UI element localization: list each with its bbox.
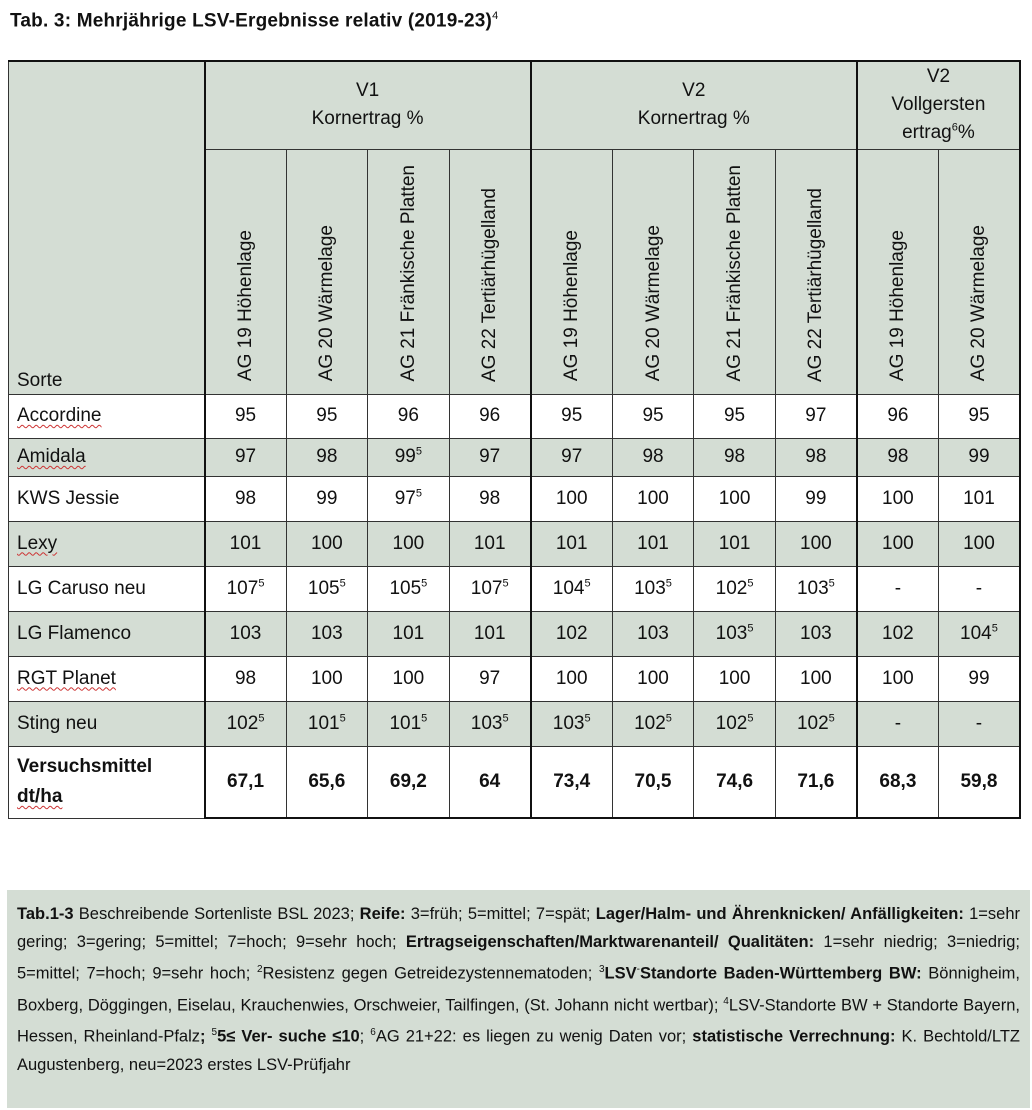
value: 102 [634,712,666,734]
variety-name-cell [9,701,205,746]
value-cell [368,701,450,746]
variety-name: Amidala [17,446,86,467]
value-cell [775,476,857,521]
table-title [10,10,498,32]
value: 98 [234,487,257,509]
footnote-marker: 5 [747,577,754,590]
value: 101 [229,532,262,554]
value-cell [775,701,857,746]
value: 102 [882,622,914,644]
note-lsv-sup: - [636,964,640,975]
variety-name-cell [9,521,205,566]
value-cell [612,438,694,476]
column-header-label: AG 19 Höhenlage [235,230,257,382]
value: 105 [307,577,340,599]
value-cell [694,701,776,746]
value: 98 [805,446,827,467]
table-row [9,566,1021,611]
value: 101 [473,532,506,554]
value-cell [531,656,613,701]
table-row [9,394,1021,438]
value: 103 [800,622,832,644]
value: 95 [561,405,583,426]
note-fn2: 2 [256,964,263,975]
value: 100 [882,532,914,554]
note-fn5: 5 [211,1027,218,1038]
note-reife-label: Reife: [359,905,406,923]
value: 99 [805,487,827,509]
value-cell [205,566,287,611]
mean-value-cell [205,746,287,818]
value: 101 [637,532,669,554]
footnote-marker: 5 [665,577,672,590]
note-ref: Tab.1-3 [17,905,74,923]
mean-value-cell [531,746,613,818]
value-cell [938,521,1020,566]
value: 100 [555,667,588,689]
value-cell [612,394,694,438]
value: 103 [552,712,585,734]
value-cell [612,521,694,566]
footnote-marker: 5 [665,712,672,725]
column-header-label: AG 20 Wärmelage [968,225,990,382]
value: 95 [968,405,990,426]
group-header-v1 [205,61,531,149]
value: 105 [389,577,422,599]
value: 102 [226,712,259,734]
value-cell [286,394,368,438]
variety-name: LG Flamenco [17,622,132,644]
value: 101 [718,532,751,554]
mean-value-cell [857,746,939,818]
value-cell [286,521,368,566]
value: 95 [234,405,257,426]
value-cell [857,656,939,701]
sorte-header: Sorte [17,369,63,391]
value-cell [612,566,694,611]
value: 102 [715,577,748,599]
value: 97 [479,446,501,467]
value-cell [938,394,1020,438]
variety-name-cell [9,611,205,656]
value: 100 [310,667,343,689]
value-cell [368,476,450,521]
column-header-2 [286,149,368,394]
value-cell [449,656,531,701]
footnote-marker: 5 [421,712,428,725]
value-cell [205,701,287,746]
value-cell [694,438,776,476]
value-cell [938,438,1020,476]
value: 100 [637,667,669,689]
mean-value: 73,4 [553,770,591,792]
value: 96 [397,405,419,426]
value-cell [368,521,450,566]
sorte-header-cell [9,61,205,394]
mean-value-cell [694,746,776,818]
value-cell [612,476,694,521]
value: 97 [234,446,257,467]
footnote-marker: 5 [502,712,509,725]
value: 100 [882,667,914,689]
footnote-marker: 5 [584,712,591,725]
value: 101 [389,712,422,734]
value: 99 [316,487,338,509]
value: - [975,712,983,734]
value: 100 [637,487,669,509]
value: 97 [805,405,827,426]
mean-label-line2: dt/ha [17,786,63,807]
group-header-vg-line1: V2 [926,66,951,88]
footnote-marker: 5 [258,577,265,590]
column-header-6 [612,149,694,394]
value-cell [694,521,776,566]
value-cell [205,611,287,656]
column-header-4 [449,149,531,394]
value-cell [694,566,776,611]
table-row [9,521,1021,566]
mean-value: 69,2 [389,770,427,792]
note-statistik-label: statistische Verrechnung: [692,1027,896,1046]
value: 100 [718,487,751,509]
column-header-label: AG 21 Fränkische Platten [397,165,419,382]
value: 103 [715,622,748,644]
value: 107 [226,577,259,599]
value-cell [694,656,776,701]
column-header-label: AG 22 Tertiärhügelland [805,187,827,382]
value: 101 [307,712,340,734]
value-cell [938,701,1020,746]
value-cell [449,394,531,438]
mean-value-cell [775,746,857,818]
value: 102 [796,712,829,734]
variety-name-cell [9,566,205,611]
column-header-label: AG 19 Höhenlage [561,230,583,382]
value: - [975,577,983,599]
value-cell [205,656,287,701]
value-cell [857,438,939,476]
value-cell [368,566,450,611]
value-cell [449,611,531,656]
footnote-marker: 5 [828,712,835,725]
value-cell [775,521,857,566]
value-cell [775,656,857,701]
footnote-marker: 5 [828,577,835,590]
value-cell [694,611,776,656]
value-cell [531,394,613,438]
table-row [9,611,1021,656]
value: 100 [800,532,832,554]
value-cell [612,611,694,656]
column-header-1 [205,149,287,394]
table-title-footnote: 4 [492,10,499,22]
value: 97 [561,446,583,467]
group-header-v2-line1: V2 [682,80,706,102]
note-reife: 3=früh; 5=mittel; 7=spät; [405,905,596,923]
value: 99 [968,446,990,467]
footnote-marker: 5 [339,577,346,590]
column-header-10 [938,149,1020,394]
variety-name: Lexy [17,532,58,554]
value-cell [612,701,694,746]
group-header-v1-line2: Kornertrag % [311,108,424,130]
value-cell [449,438,531,476]
table-row [9,701,1021,746]
footnote-marker: 5 [991,622,998,635]
value: 103 [637,622,669,644]
value-cell [368,438,450,476]
value: 95 [642,405,664,426]
value-cell [694,476,776,521]
mean-value: 64 [479,770,501,792]
value-cell [938,476,1020,521]
variety-name-cell [9,438,205,476]
value-cell [612,656,694,701]
group-header-v2-vollgerste [857,61,1020,149]
value: 95 [723,405,746,426]
table-title-text: Tab. 3: Mehrjährige LSV-Ergebnisse relativ (2019-23) [10,10,493,32]
value: 100 [800,667,832,689]
variety-name: Accordine [17,405,102,426]
group-header-vg-footnote: 6 [951,121,958,134]
group-header-vg-line3-tail: % [957,122,975,144]
mean-value: 71,6 [797,770,835,792]
value: 101 [963,487,995,509]
value: 98 [316,446,338,467]
value-cell [205,476,287,521]
value-cell [938,656,1020,701]
value: 104 [960,622,992,644]
value: - [894,577,902,599]
value-cell [857,566,939,611]
value-cell [368,656,450,701]
variety-name-cell [9,394,205,438]
mean-value-cell [449,746,531,818]
value: 95 [316,405,338,426]
value: 103 [470,712,503,734]
value-cell [205,394,287,438]
value-cell [449,701,531,746]
column-header-5 [531,149,613,394]
group-header-vg-line2: Vollgersten [891,94,986,116]
note-fn3: 3 [598,964,605,975]
value: 101 [392,622,425,644]
group-header-vg-line3 [858,119,1019,147]
note-resistenz: Resistenz gegen Getreidezystennematoden; [262,964,599,983]
value: 98 [887,446,909,467]
value-cell [857,521,939,566]
value-cell [775,611,857,656]
value: 103 [229,622,262,644]
table-row [9,656,1021,701]
value-cell [368,611,450,656]
value-cell [286,438,368,476]
note-statistik: K. Bechtold/LTZ Augustenberg, neu=2023 erstes LSV-Prüfjahr [17,1027,1020,1074]
value-cell [694,394,776,438]
value: 97 [394,487,416,509]
group-header-v2-line2: Kornertrag % [637,108,750,130]
value-cell [286,476,368,521]
mean-value: 59,8 [960,770,998,792]
value-cell [286,611,368,656]
table-body [9,394,1021,818]
value: 99 [968,667,990,689]
note-lsv-standorte: LSV-Standorte BW + Standorte Bayern, Hessen, Rheinland-Pfalz [17,996,1020,1046]
column-header-label: AG 20 Wärmelage [316,225,338,382]
column-header-label: AG 19 Höhenlage [887,230,909,382]
mean-value-cell [938,746,1020,818]
value-cell [775,566,857,611]
value-cell [449,566,531,611]
value: - [894,712,902,734]
group-header-vg-line3-text: ertrag [902,122,952,144]
value: 99 [394,446,416,467]
value: 100 [392,532,425,554]
variety-name: RGT Planet [17,667,116,689]
column-header-7 [694,149,776,394]
value-cell [775,438,857,476]
value: 102 [555,622,588,644]
footnote-marker: 5 [747,712,754,725]
note-versuche: 5≤ Ver- suche ≤10 [217,1027,360,1046]
column-header-label: AG 21 Fränkische Platten [724,165,746,382]
table-row [9,476,1021,521]
group-header-v1-line1: V1 [355,80,380,102]
value-cell [531,611,613,656]
note-fn6: 6 [370,1027,376,1038]
footnote-marker: 5 [415,487,422,500]
note-ertrag-label: Ertragseigenschaften/Marktwarenanteil/ Qualitäten: [405,933,815,951]
results-table [8,60,1021,819]
value: 100 [963,532,995,554]
mean-value: 74,6 [716,770,754,792]
value-cell [531,476,613,521]
mean-row [9,746,1021,818]
value: 104 [552,577,585,599]
note-standorte-label: Standorte Baden-Württemberg BW: [639,964,922,983]
mean-value: 68,3 [879,770,917,792]
variety-name-cell [9,656,205,701]
value: 98 [479,487,501,509]
footnote-marker: 5 [258,712,265,725]
value-cell [449,476,531,521]
value: 98 [642,446,664,467]
column-header-8 [775,149,857,394]
value: 96 [887,405,909,426]
value-cell [531,438,613,476]
column-header-9 [857,149,939,394]
table-row [9,438,1021,476]
value: 103 [310,622,343,644]
column-header-label: AG 20 Wärmelage [642,225,664,382]
variety-name: Sting neu [17,712,98,734]
value: 103 [796,577,829,599]
value-cell [205,438,287,476]
note-fn4: 4 [723,995,729,1007]
value-cell [531,566,613,611]
mean-value-cell [612,746,694,818]
value: 101 [473,622,506,644]
variety-name-cell [9,476,205,521]
mean-value: 67,1 [227,770,265,792]
value: 97 [479,667,501,689]
value-cell [857,476,939,521]
value: 100 [555,487,588,509]
mean-label-line1: Versuchsmittel [17,756,153,777]
note-source: Beschreibende Sortenliste BSL 2023; [73,905,360,923]
note-sep: ; [200,1027,212,1046]
value: 98 [234,667,257,689]
value: 102 [715,712,748,734]
note-ag: AG 21+22: es liegen zu wenig Daten vor; [375,1027,693,1046]
value-cell [286,701,368,746]
note-lsv-label: LSV [604,964,637,983]
mean-value: 70,5 [634,770,672,792]
variety-name: LG Caruso neu [17,577,146,599]
footnote-marker: 5 [747,622,754,635]
value: 100 [392,667,425,689]
mean-value: 65,6 [308,770,346,792]
value: 101 [555,532,588,554]
footnote-marker: 5 [415,445,422,458]
value-cell [938,566,1020,611]
mean-label-cell [9,746,205,818]
column-header-label: AG 22 Tertiärhügelland [479,187,501,382]
mean-value-cell [368,746,450,818]
value-cell [531,521,613,566]
footnote-box [7,890,1030,1108]
value: 98 [723,446,746,467]
footnote-marker: 5 [339,712,346,725]
value: 103 [634,577,666,599]
group-header-v2 [531,61,857,149]
variety-name: KWS Jessie [17,487,120,509]
note-sep2: ; [359,1027,371,1046]
note-lager: 1=sehr gering; 3=gering; 5=mittel; 7=hoch; 9=sehr hoch; [17,905,1020,951]
note-standorte: Bönnigheim, Boxberg, Döggingen, Eiselau, Krauchenwies, Orschweier, Tailfingen, (St. Johann nicht wertbar); [17,964,1021,1014]
value: 100 [718,667,751,689]
value: 107 [470,577,503,599]
value-cell [857,611,939,656]
value-cell [857,394,939,438]
value-cell [205,521,287,566]
footnote-marker: 5 [421,577,428,590]
value: 100 [310,532,343,554]
value-cell [368,394,450,438]
value-cell [775,394,857,438]
value-cell [286,566,368,611]
value-cell [449,521,531,566]
note-lager-label: Lager/Halm- und Ährenknicken/ Anfälligkeiten: [595,905,964,923]
value: 96 [479,405,501,426]
value-cell [531,701,613,746]
value-cell [938,611,1020,656]
note-ertrag: 1=sehr niedrig; 3=niedrig; 5=mittel; 7=hoch; 9=sehr hoch; [17,933,1020,983]
footnote-marker: 5 [584,577,591,590]
mean-value-cell [286,746,368,818]
column-header-3 [368,149,450,394]
value-cell [857,701,939,746]
footnote-marker: 5 [502,577,509,590]
value: 100 [882,487,914,509]
value-cell [286,656,368,701]
